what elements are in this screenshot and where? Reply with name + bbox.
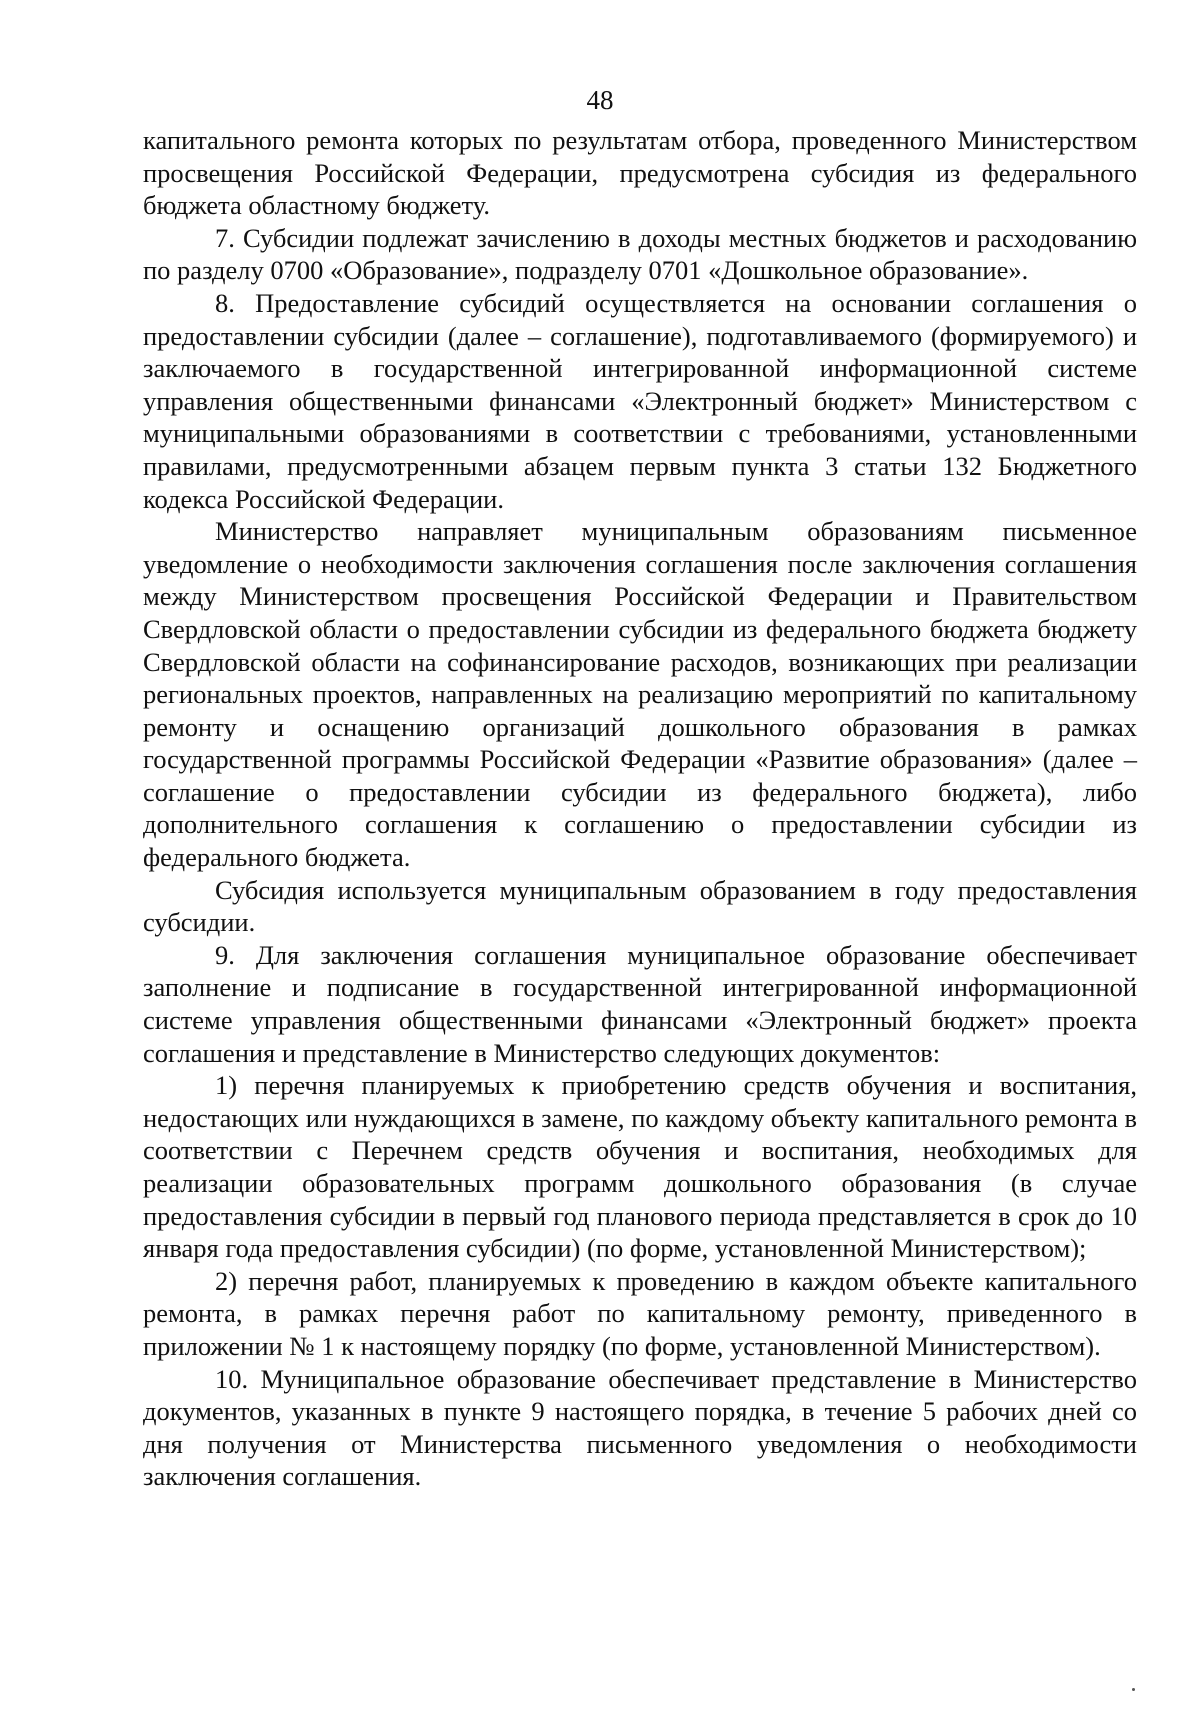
page-number: 48 [586,85,614,115]
paragraph-item-9-1: 1) перечня планируемых к приобретению средств обучения и воспитания, недостающих или нуждающихся в замене, по каждому объекту капитального ремонта в соответствии с Перечнем средств обучения и воспитания, необходимых для реализации образовательных программ дошкольного образования (в случае предоставления субсидии в первый год планового периода представляется в срок до 10 января года предоставления субсидии) (по форме, установленной Министерством); [143,1070,1137,1264]
paragraph-item-8: 8. Предоставление субсидий осуществляется на основании соглашения о предоставлении субсидии (далее – соглашение), подготавливаемого (формируемого) и заключаемого в государственной интегрированной информационной системе управления общественными финансами «Электронный бюджет» Министерством с муниципальными образованиями в соответствии с требованиями, установленными правилами, предусмотренными абзацем первым пункта 3 статьи 132 Бюджетного кодекса Российской Федерации. [143,287,1137,514]
paragraph-item-8-use: Субсидия используется муниципальным образованием в году предоставления субсидии. [143,874,1137,938]
paragraph-item-8-notice: Министерство направляет муниципальным образованиям письменное уведомление о необходимости заключения соглашения после заключения соглашения между Министерством просвещения Российской Федерации и Правительством Свердловской области о предоставлении субсидии из федерального бюджета бюджету Свердловской области на софинансирование расходов, возникающих при реализации региональных проектов, направленных на реализацию мероприятий по капитальному ремонту и оснащению организаций дошкольного образования в рамках государственной программы Российской Федерации «Развитие образования» (далее – соглашение о предоставлении субсидии из федерального бюджета), либо дополнительного соглашения к соглашению о предоставлении субсидии из федерального бюджета. [143,516,1137,873]
paragraph-item-9: 9. Для заключения соглашения муниципальное образование обеспечивает заполнение и подписание в государственной интегрированной информационной системе управления общественными финансами «Электронный бюджет» проекта соглашения и представление в Министерство следующих документов: [143,939,1137,1068]
paragraph-item-7: 7. Субсидии подлежат зачислению в доходы местных бюджетов и расходованию по разделу 0700 «Образование», подразделу 0701 «Дошкольное образование». [143,222,1137,286]
document-body [143,124,1137,1493]
paragraph-continuation: капитального ремонта которых по результатам отбора, проведенного Министерством просвещения Российской Федерации, предусмотрена субсидия из федерального бюджета областному бюджету. [143,125,1137,221]
paragraph-item-10: 10. Муниципальное образование обеспечивает представление в Министерство документов, указанных в пункте 9 настоящего порядка, в течение 5 рабочих дней со дня получения от Министерства письменного уведомления о необходимости заключения соглашения. [143,1363,1137,1492]
scan-speck-mark [1132,1688,1135,1691]
paragraph-item-9-2: 2) перечня работ, планируемых к проведению в каждом объекте капитального ремонта, в рамках перечня работ по капитальному ремонту, приведенного в приложении № 1 к настоящему порядку (по форме, установленной Министерством). [143,1265,1137,1361]
